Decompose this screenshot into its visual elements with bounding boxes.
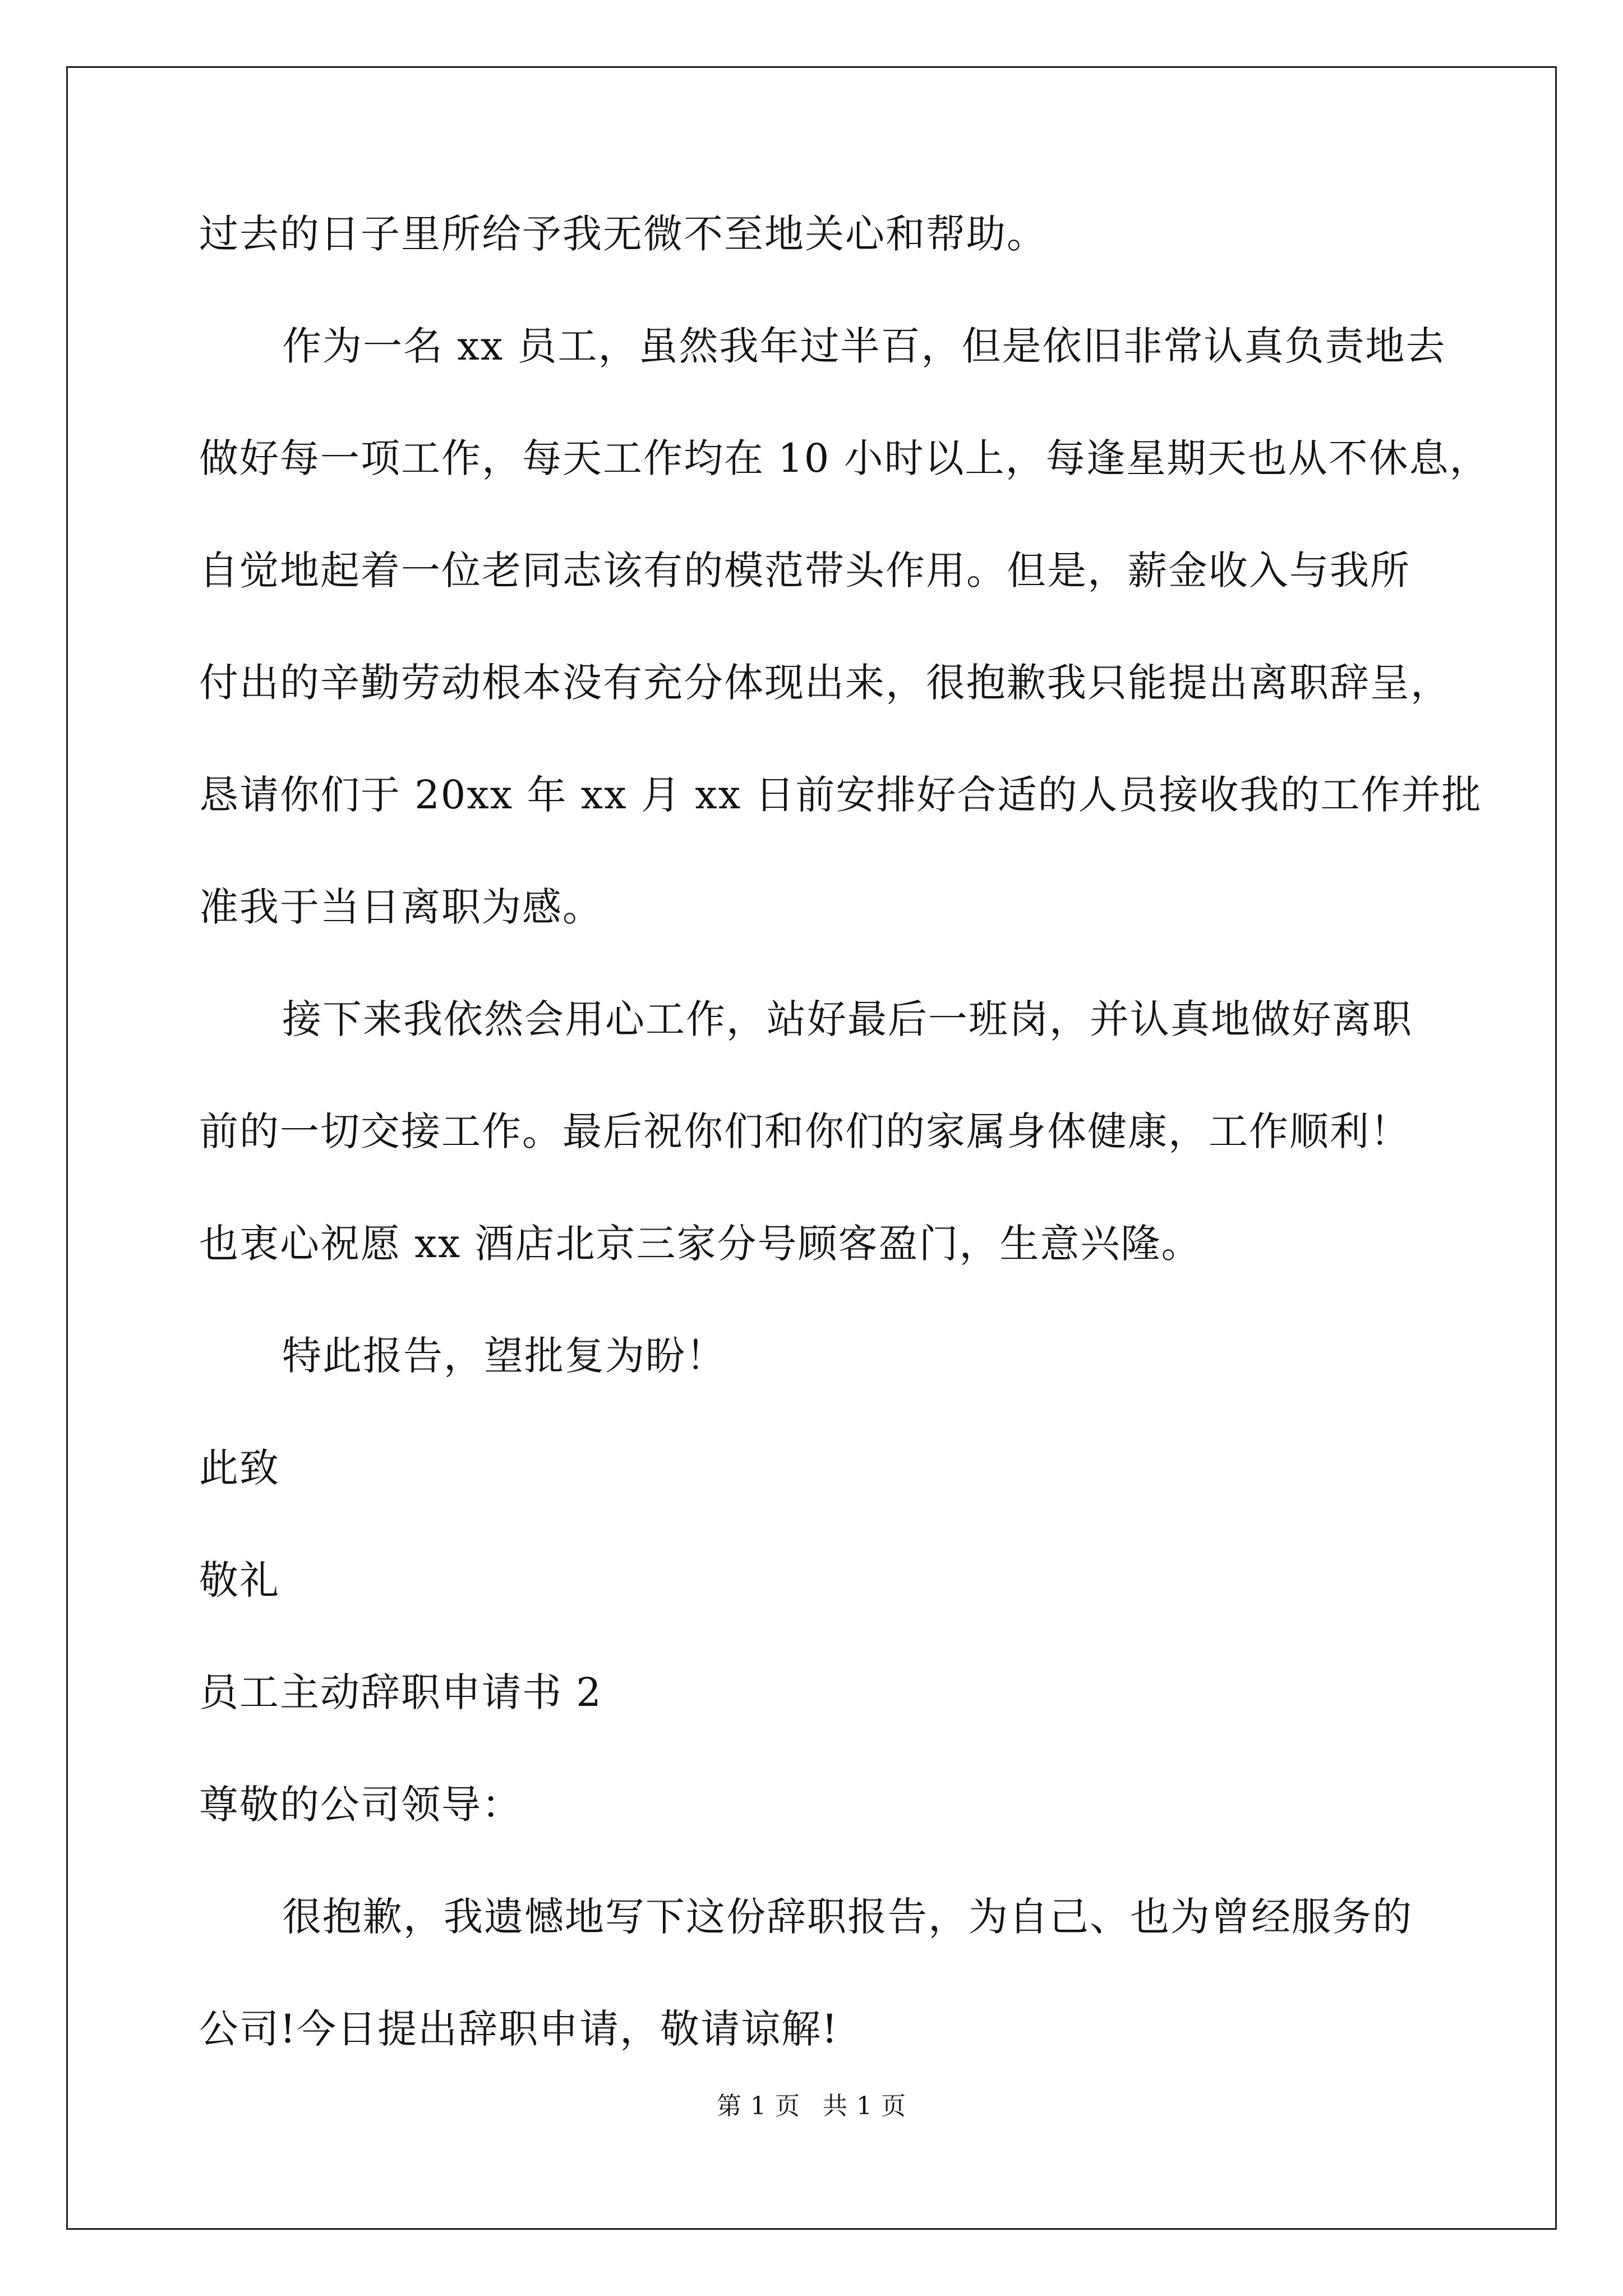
page-footer — [0, 2090, 1623, 2123]
section-title: 员工主动辞职申请书 2 — [199, 1669, 602, 1715]
text-line: 过去的日子里所给予我无微不至地关心和帮助。 — [199, 211, 1047, 257]
text-line: 接下来我依然会用心工作，站好最后一班岗，并认真地做好离职 — [282, 996, 1413, 1042]
text-line: 公司!今日提出辞职申请，敬请谅解! — [199, 2006, 839, 2052]
greeting: 尊敬的公司领导： — [199, 1782, 522, 1828]
text-line: 特此报告，望批复为盼！ — [282, 1333, 726, 1379]
text-line: 前的一切交接工作。最后祝你们和你们的家属身体健康，工作顺利！ — [199, 1108, 1410, 1154]
text-line: 恳请你们于 20xx 年 xx 月 xx 日前安排好合适的人员接收我的工作并批 — [199, 772, 1482, 818]
text-line: 作为一名 xx 员工，虽然我年过半百，但是依旧非常认真负责地去 — [282, 323, 1446, 369]
page-number: 第 1 页 — [717, 2092, 800, 2120]
closing-salutation: 此致 — [199, 1445, 280, 1491]
closing-regards: 敬礼 — [199, 1557, 280, 1603]
text-line: 也衷心祝愿 xx 酒店北京三家分号顾客盈门，生意兴隆。 — [199, 1221, 1202, 1267]
text-line: 很抱歉，我遗憾地写下这份辞职报告，为自己、也为曾经服务的 — [282, 1894, 1413, 1940]
page-count: 共 1 页 — [823, 2092, 906, 2120]
text-line: 自觉地起着一位老同志该有的模范带头作用。但是，薪金收入与我所 — [199, 547, 1410, 593]
text-line: 准我于当日离职为感。 — [199, 884, 603, 930]
text-line: 付出的辛勤劳动根本没有充分体现出来，很抱歉我只能提出离职辞呈， — [199, 660, 1451, 706]
text-line: 做好每一项工作，每天工作均在 10 小时以上，每逢星期天也从不休息， — [199, 435, 1490, 481]
